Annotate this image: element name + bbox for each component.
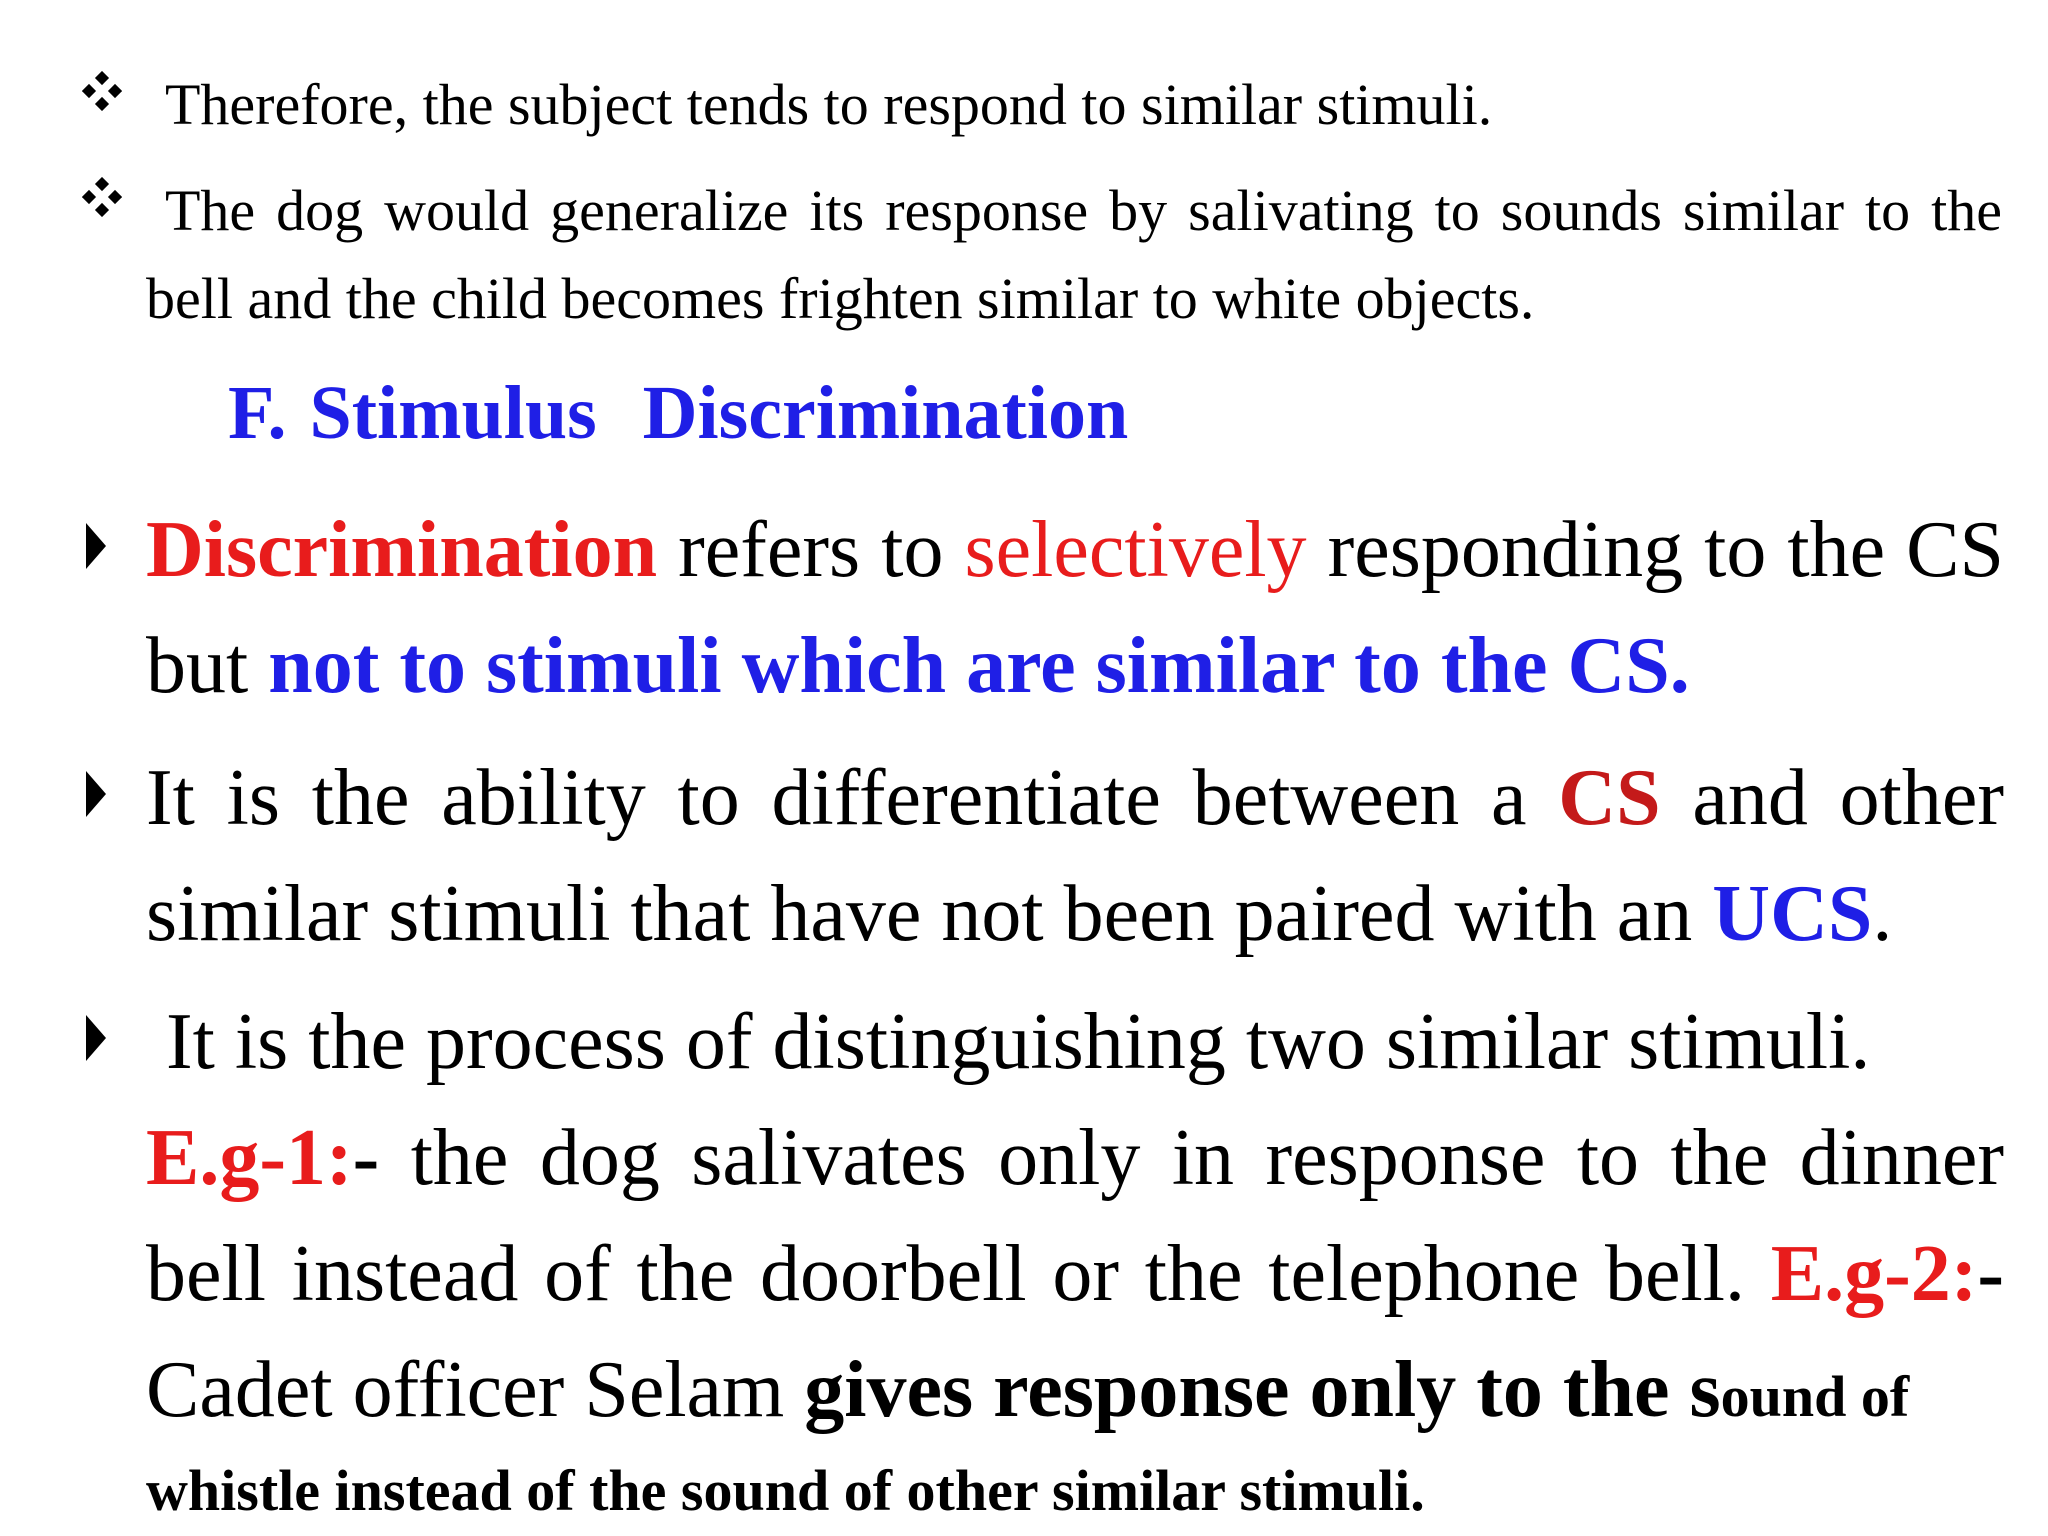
- point-ability: [146, 740, 2004, 972]
- text: responding to the CS but: [146, 506, 2004, 710]
- point-process: [146, 984, 2004, 1455]
- term-discrimination: Discrimination: [146, 506, 658, 594]
- diamond-bullet-icon: [82, 177, 122, 217]
- triangle-bullet-icon: [86, 771, 106, 817]
- example-2-small: ound of: [1720, 1364, 1910, 1429]
- section-heading: F. Stimulus Discrimination: [228, 371, 1129, 455]
- text: refers to: [657, 506, 965, 594]
- text: It is the ability to differentiate between a: [146, 754, 1559, 842]
- example-2-bold: gives response only to the s: [804, 1346, 1721, 1434]
- term-cs: CS: [1558, 754, 1661, 842]
- example-2-label: E.g-2:: [1770, 1230, 1978, 1318]
- bullet-text: The dog would generalize its response by salivating to sounds similar to the bell and the child becomes frighten similar to white objects.: [146, 178, 2002, 331]
- point-discrimination: [146, 492, 2004, 724]
- text: .: [1872, 870, 1893, 958]
- example-2-text: Cadet officer Selam: [146, 1346, 805, 1434]
- triangle-bullet-icon: [86, 1015, 106, 1061]
- diamond-bullet-icon: [82, 71, 122, 111]
- example-1-text: the dog salivates only in response to the dinner bell instead of the doorbell or the telephone bell.: [146, 1114, 2004, 1318]
- text: and other similar stimuli that have not been paired with an: [146, 754, 2005, 958]
- dash: -: [1977, 1230, 2004, 1318]
- bullet-text: Therefore, the subject tends to respond to similar stimuli.: [165, 72, 1493, 137]
- emph-selectively: selectively: [964, 506, 1307, 594]
- dash: -: [352, 1114, 380, 1202]
- triangle-bullet-icon: [86, 523, 106, 569]
- example-1-label: E.g-1:: [146, 1114, 353, 1202]
- emph-not-similar: not to stimuli which are similar to the CS.: [268, 622, 1690, 710]
- example-2-last-line: whistle instead of the sound of other similar stimuli.: [146, 1458, 1425, 1523]
- text: It is the process of distinguishing two similar stimuli.: [166, 998, 1871, 1086]
- bullet-therefore: [165, 61, 2005, 149]
- term-ucs: UCS: [1712, 870, 1873, 958]
- bullet-dog-generalize: [146, 167, 2002, 343]
